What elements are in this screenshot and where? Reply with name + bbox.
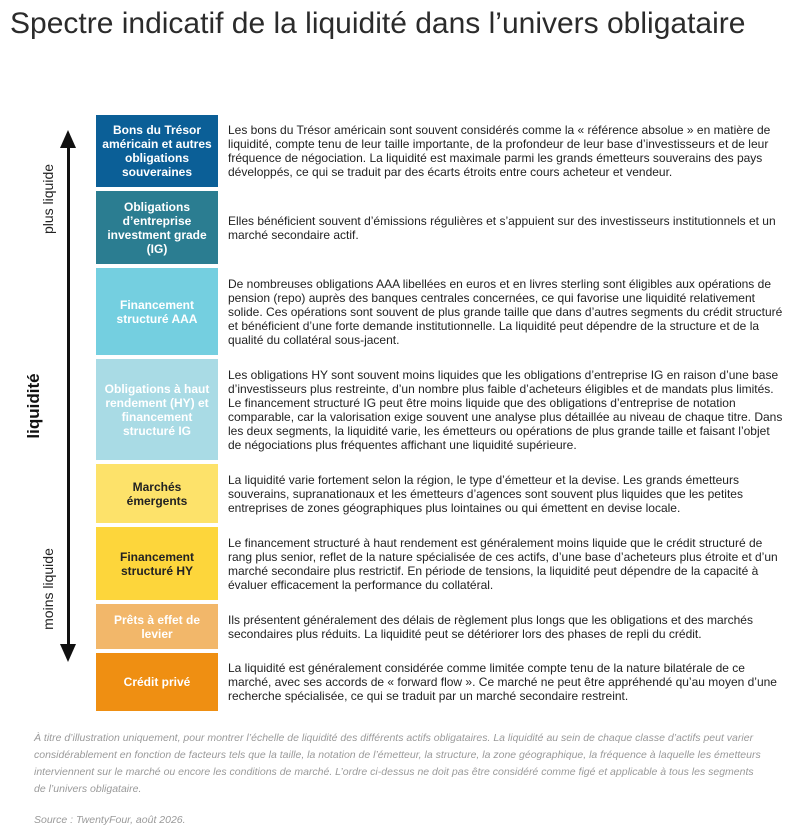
- category-box: Financement structuré AAA: [96, 268, 218, 355]
- category-description: Le financement structuré à haut rendement est généralement moins liquide que le crédit structuré de rang plus senior, reflet de la nature spécialisée de ces actifs, d’une base d’acheteurs plus étroite et d’un marché secondaire plus restrictif. En période de tensions, la liquidité peut dépendre de la capacité à évaluer efficacement la performance du collatéral.: [228, 535, 778, 592]
- category-box: Bons du Trésor américain et autres obligations souveraines: [96, 115, 218, 187]
- source-note: Source : TwentyFour, août 2026.: [34, 814, 186, 826]
- axis-line: [67, 144, 70, 652]
- category-box: Crédit privé: [96, 653, 218, 711]
- arrow-down-icon: [60, 644, 76, 662]
- more-liquid-label: plus liquide: [40, 163, 56, 235]
- row-private-credit: [96, 653, 786, 711]
- category-description: Ils présentent généralement des délais de règlement plus longs que les obligations et des marchés secondaires plus réduits. La liquidité peut se détériorer lors des phases de repli du crédit.: [228, 612, 753, 641]
- category-box: Prêts à effet de levier: [96, 604, 218, 649]
- row-aaa-structured: [96, 268, 786, 355]
- footnote: À titre d’illustration uniquement, pour montrer l’échelle de liquidité des différents actifs obligataires. La liquidité au sein de chaque classe d’actifs peut varier considérablement en fonction de facteurs tels que la taille, la notation de l’émetteur, la structure, la zone géographique, la fréquence à laquelle les émetteurs interviennent sur le marché ou encore les conditions de marché. L’ordre ci-dessus ne doit pas être considéré comme figé et applicable à tous les segments de l’univers obligataire.: [34, 732, 761, 795]
- row-us-treasuries: [96, 115, 786, 187]
- liquidity-axis-label: liquidité: [24, 373, 43, 439]
- category-box: Obligations à haut rendement (HY) et financement structuré IG: [96, 359, 218, 460]
- row-ig-corporates: [96, 191, 786, 264]
- page-title: Spectre indicatif de la liquidité dans l’univers obligataire: [10, 7, 746, 40]
- category-box: Financement structuré HY: [96, 527, 218, 600]
- less-liquid-label: moins liquide: [40, 548, 56, 630]
- category-description: Les obligations HY sont souvent moins liquides que les obligations d’entreprise IG en raison d’une base d’investisseurs plus restreinte, d’un nombre plus faible d’acheteurs éligibles et de mandats plus limités. Le financement structuré IG peut être moins liquide que des obligations d’entreprise de notation comparable, car la valorisation exige souvent une analyse plus détaillée au niveau de chaque titre. Dans les deux segments, la liquidité varie, les émetteurs ou opérations de plus grande taille et faisant l’objet de négociations plus fréquentes affichant une liquidité supérieure.: [228, 367, 783, 452]
- category-description: De nombreuses obligations AAA libellées en euros et en livres sterling sont éligibles aux opérations de pension (repo) auprès des banques centrales concernées, ce qui favorise une liquidité relativement solide. Ces opérations sont souvent de plus grande taille que dans d’autres segments du crédit structuré et bénéficient d’une forte demande institutionnelle. La liquidité peut dépendre de la structure et de la qualité du collatéral sous-jacent.: [228, 276, 783, 347]
- category-description: La liquidité varie fortement selon la région, le type d’émetteur et la devise. Les grands émetteurs souverains, supranationaux et les émetteurs d’agences sont souvent plus liquides que les petites entreprises de zones géographiques plus lointaines ou qui émettent en devise locale.: [228, 472, 743, 515]
- row-emerging-markets: [96, 464, 786, 523]
- row-hy-structured: [96, 527, 786, 600]
- category-box: Marchés émergents: [96, 464, 218, 523]
- category-description: La liquidité est généralement considérée comme limitée compte tenu de la nature bilatérale de ce marché, avec ses accords de « forward flow ». Ce marché ne peut être appréhendé qu’au moyen d’une recherche spécialisée, ce qui se traduit par un marché secondaire restreint.: [228, 661, 777, 703]
- category-description: Les bons du Trésor américain sont souvent considérés comme la « référence absolue » en matière de liquidité, compte tenu de leur taille importante, de la profondeur de leur base d’investisseurs et de leur fréquence de négociation. La liquidité est maximale parmi les grands émetteurs souverains des pays développés, ce qui se traduit par des écarts étroits entre cours acheteur et vendeur.: [228, 123, 771, 179]
- row-hy-ig-structured: [96, 359, 786, 460]
- liquidity-axis: [0, 130, 100, 670]
- category-box: Obligations d’entreprise investment grade (IG): [96, 191, 218, 264]
- category-description: Elles bénéficient souvent d’émissions régulières et s’appuient sur des investisseurs institutionnels et un marché secondaire actif.: [228, 213, 776, 242]
- row-leveraged-loans: [96, 604, 786, 649]
